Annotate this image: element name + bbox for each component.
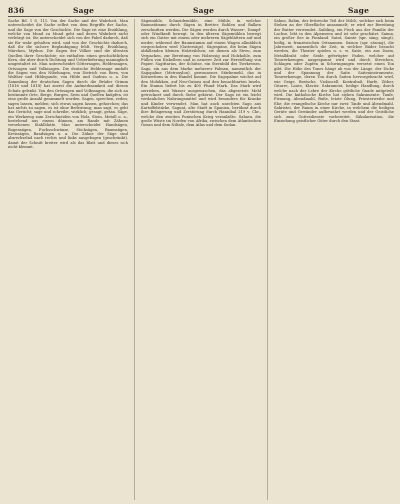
column-left-text: Sache Bd. 1 S. 111. Von der Sache und der Wahrheit. Man unterscheidet die Sache selbst von dem Begriffe der Sache, und die Sage von der Geschichte. Die Sage ist eine Erzählung, welche von Mund zu Mund geht und deren Wahrheit nicht verbürgt ist. Sie unterscheidet sich von der Fabel dadurch, daß sie für wahr gehalten wird, und von der Geschichte dadurch, daß ihr die sichere Beglaubigung fehlt. Vergl. Erzählung, Märchen, Mythus. Die Sagen der Völker sind die ältesten Quellen ihrer Geschichte; sie enthalten einen geschichtlichen Kern, der aber durch Dichtung und Ueberlieferung mannigfach umgestaltet ist. Man unterscheidet Göttersagen, Heldensagen, Ortssagen und Volkssagen. Die deutsche Heldensage umfaßt die Sagen von den Nibelungen, von Dietrich von Bern, von Walther und Hildegunde, von Hilde und Gudrun u. a. Die Sammlung der deutschen Sagen durch die Brüder Grimm (1816 und 1818) hat zuerst die Aufmerksamkeit auf diesen Schatz gelenkt. Von den Ortssagen und Volkssagen, die sich an bestimmte Orte, Berge, Burgen, Seen und Quellen knüpfen, ist eine große Anzahl gesammelt worden. Sagen, sprechen, reden; sagen lassen, melden; sich etwas sagen lassen, gehorchen; das hat nichts zu sagen, es ist ohne Bedeutung; man sagt, es geht das Gerücht; sage und schreibe, wirklich; gesagt, getan. Säge, ein Werkzeug zum Zerschneiden von Holz, Stein, Metall u. a., bestehend aus einem dünnen, am Rande mit Zähnen versehenen Stahlblatte. Man unterscheidet Handsägen, Bogensägen, Fuchsschwänze, Stichsägen, Baumsägen, Kreissägen, Bandsägen u. a. Die Zähne der Säge sind abwechselnd nach rechts und links ausgebogen (geschränkt), damit der Schnitt breiter wird als das Blatt und dieses sich nicht klemmt. — [8, 19, 128, 149]
header-rule — [8, 16, 394, 17]
page-header — [8, 6, 394, 16]
column-right — [274, 19, 394, 500]
left-guide-word: Sage — [73, 6, 95, 15]
column-middle-text: Sägemühle, Schneidemühle, eine Mühle, in welcher Baumstämme durch Sägen in Bretter, Bohlen und Balken zerschnitten werden. Die Sägen werden durch Wasser-, Dampf- oder Windkraft bewegt. In den älteren Sägemühlen bewegt sich ein Gatter mit einem oder mehreren Sägeblättern auf und nieder, während der Baumstamm auf einem Wagen allmählich vorgeschoben wird (Gattersäge). Sägespäne, die beim Sägen abfallenden kleinen Holzteilchen; sie dienen als Streu, zum Verpacken, zur Bereitung von Holzessig und Holzkohle, zum Füllen von Eiskellern und in neuerer Zeit zur Herstellung von Papier. Sagittarius, der Schütze, ein Sternbild des Tierkreises. Sago, ein aus dem Marke mehrerer Palmen, namentlich der Sagopalme (Metroxylon), gewonnenes Stärkemehl, das in Körnerform in den Handel kommt. Die Sagopalme wächst auf den Molukken, auf Neu-Guinea und den benachbarten Inseln. Ein Stamm liefert bis zu 400 Pfund Mark. Das Mark wird zerrieben, mit Wasser ausgewaschen, das abgesetzte Mehl getrocknet und durch Siebe gekörnt. Der Sago ist ein leicht verdauliches Nahrungsmittel und wird besonders für Kranke und Kinder verwendet. Man hat auch unechten Sago aus Kartoffelstärke. Sagunt, alte Stadt in Spanien, berühmt durch ihre Belagerung und Zerstörung durch Hannibal 219 v. Chr., welche den zweiten Punischen Krieg veranlaßte. Sahara, die große Wüste im Norden von Afrika, zwischen dem Atlantischen Ozean und dem Niltale, dem Atlas und dem Sudan. — [141, 19, 261, 128]
column-divider — [134, 19, 135, 500]
column-left — [8, 19, 128, 500]
page-number: 836 — [8, 6, 25, 15]
right-guide-word: Sage — [348, 6, 370, 15]
center-guide-word: Sage — [193, 6, 215, 15]
column-middle — [141, 19, 261, 500]
text-columns — [8, 19, 394, 500]
column-divider — [267, 19, 268, 500]
column-right-text: Sahne, Rahm, der fettreiche Teil der Milch, welcher sich beim Stehen an der Oberfläche ansammelt; er wird zur Bereitung der Butter verwendet. Saibling, ein Fisch aus der Familie der Lachse, lebt in den Alpenseen und ist sehr geschätzt. Saima, ein großer See in Finnland. Saint, Sainte (spr. säng, sängt), heilig, in französischen Ortsnamen. Saison (spr. säsong), die Jahreszeit, namentlich die Zeit, in welcher Bäder besucht werden, die Theater spielen u. s. w. Saite, ein aus Darm, Metalldraht oder Seide gefertigter Faden, welcher auf Tonwerkzeugen ausgespannt wird und durch Streichen, Schlagen oder Zupfen in Schwingungen versetzt einen Ton gibt. Die Höhe des Tones hängt ab von der Länge, der Dicke und der Spannung der Saite. Saiteninstrumente, Tonwerkzeuge, deren Ton durch Saiten hervorgebracht wird, wie Geige, Bratsche, Violoncell, Kontrabaß, Harfe, Zither, Gitarre, Laute, Klavier. Sakrament, heilige Handlung, durch welche nach der Lehre der Kirche göttliche Gnade mitgeteilt wird. Die katholische Kirche hat sieben Sakramente: Taufe, Firmung, Abendmahl, Buße, letzte Ölung, Priesterweihe und Ehe; die evangelische Kirche nur zwei: Taufe und Abendmahl. Sakristei, der Raum in einer Kirche, in welchem die heiligen Geräte und Gewänder aufbewahrt werden und der Geistliche sich zum Gottesdienste vorbereitet. Säkularisation, die Einziehung geistlicher Güter durch den Staat. — [274, 19, 394, 123]
